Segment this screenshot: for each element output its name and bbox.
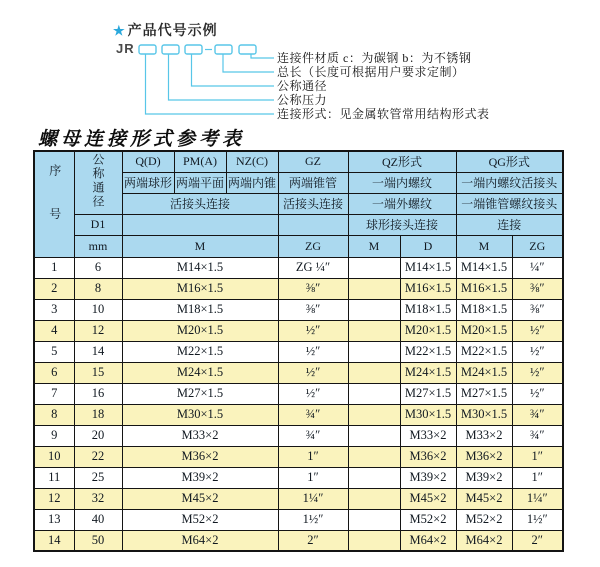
leader-line-1 <box>146 54 275 114</box>
cell-qz-d: M39×2 <box>400 467 456 488</box>
cell-qz-m <box>348 320 400 341</box>
cell-dn: 16 <box>74 383 122 404</box>
header-union-connection: 活接头连接 <box>122 193 278 214</box>
cell-qz-m <box>348 509 400 530</box>
cell-gz-zg: ½″ <box>278 383 348 404</box>
header-gz-connection: 活接头连接 <box>278 193 348 214</box>
header-qz-connection: 球形接头连接 <box>348 214 456 235</box>
cell-qg-m: M18×1.5 <box>456 299 512 320</box>
cell-qg-zg: ⅜″ <box>512 299 563 320</box>
leader-line-3 <box>192 54 275 86</box>
cell-qg-zg: 1″ <box>512 467 563 488</box>
cell-qz-m <box>348 383 400 404</box>
cell-qg-m: M39×2 <box>456 467 512 488</box>
nut-connection-table <box>33 150 564 552</box>
header-col-qz-m: M <box>348 235 400 257</box>
product-code-diagram <box>0 0 600 130</box>
table-body <box>34 257 563 551</box>
table-row <box>34 404 563 425</box>
header-qz: QZ形式 <box>348 151 456 172</box>
cell-qg-m: M24×1.5 <box>456 362 512 383</box>
cell-gz-zg: 1¼″ <box>278 488 348 509</box>
code-box-2 <box>162 45 179 54</box>
star-icon: ★ <box>113 23 126 38</box>
cell-qg-zg: 2″ <box>512 530 563 551</box>
cell-qg-m: M45×2 <box>456 488 512 509</box>
table-row <box>34 257 563 278</box>
cell-seq: 8 <box>34 404 74 425</box>
header-qg-desc1: 一端内螺纹活接头 <box>456 172 563 193</box>
header-dn: 公称通径 <box>74 151 122 214</box>
cell-qg-m: M14×1.5 <box>456 257 512 278</box>
table-row <box>34 467 563 488</box>
cell-qz-m <box>348 257 400 278</box>
cell-seq: 7 <box>34 383 74 404</box>
cell-m: M16×1.5 <box>122 278 278 299</box>
cell-qg-zg: 1¼″ <box>512 488 563 509</box>
table-row <box>34 446 563 467</box>
cell-seq: 14 <box>34 530 74 551</box>
cell-seq: 12 <box>34 488 74 509</box>
cell-dn: 6 <box>74 257 122 278</box>
table-row <box>34 341 563 362</box>
callout-connection-type: 连接形式：见金属软管常用结构形式表 <box>277 107 490 121</box>
table-row <box>34 362 563 383</box>
cell-gz-zg: ⅜″ <box>278 278 348 299</box>
cell-m: M52×2 <box>122 509 278 530</box>
header-gz: GZ <box>278 151 348 172</box>
table-row <box>34 320 563 341</box>
header-qz-desc1: 一端内螺纹 <box>348 172 456 193</box>
cell-dn: 20 <box>74 425 122 446</box>
code-box-5 <box>239 45 256 54</box>
header-gz-desc: 两端锥管 <box>278 172 348 193</box>
cell-seq: 4 <box>34 320 74 341</box>
header-col-m: M <box>122 235 278 257</box>
cell-qz-d: M27×1.5 <box>400 383 456 404</box>
cell-m: M20×1.5 <box>122 320 278 341</box>
cell-qg-zg: ⅜″ <box>512 278 563 299</box>
cell-dn: 8 <box>74 278 122 299</box>
header-qg-desc2: 一端锥管螺纹接头 <box>456 193 563 214</box>
product-code-prefix: JR <box>116 41 135 56</box>
cell-qg-zg: ½″ <box>512 341 563 362</box>
cell-qg-zg: 1½″ <box>512 509 563 530</box>
cell-qg-zg: 1″ <box>512 446 563 467</box>
cell-qz-m <box>348 425 400 446</box>
table-row <box>34 299 563 320</box>
header-col-qg-m: M <box>456 235 512 257</box>
table-row <box>34 425 563 446</box>
cell-dn: 14 <box>74 341 122 362</box>
cell-m: M45×2 <box>122 488 278 509</box>
cell-gz-zg: 2″ <box>278 530 348 551</box>
cell-qz-d: M20×1.5 <box>400 320 456 341</box>
cell-m: M14×1.5 <box>122 257 278 278</box>
cell-dn: 40 <box>74 509 122 530</box>
callout-total-length: 总长（长度可根据用户要求定制） <box>277 65 465 79</box>
cell-m: M36×2 <box>122 446 278 467</box>
table-row <box>34 509 563 530</box>
header-qg-connection: 连接 <box>456 214 563 235</box>
cell-m: M24×1.5 <box>122 362 278 383</box>
leader-line-2 <box>169 54 275 100</box>
diagram-title-text: 产品代号示例 <box>127 22 218 38</box>
cell-qz-m <box>348 446 400 467</box>
header-qz-desc2: 一端外螺纹 <box>348 193 456 214</box>
cell-qz-m <box>348 299 400 320</box>
table-row <box>34 530 563 551</box>
cell-qg-zg: ½″ <box>512 320 563 341</box>
cell-qz-d: M52×2 <box>400 509 456 530</box>
cell-qz-d: M64×2 <box>400 530 456 551</box>
cell-qz-d: M33×2 <box>400 425 456 446</box>
cell-m: M30×1.5 <box>122 404 278 425</box>
cell-qz-m <box>348 488 400 509</box>
header-col-qz-d: D <box>400 235 456 257</box>
cell-m: M27×1.5 <box>122 383 278 404</box>
cell-dn: 18 <box>74 404 122 425</box>
header-unit-mm: mm <box>74 235 122 257</box>
cell-qz-d: M30×1.5 <box>400 404 456 425</box>
cell-qz-d: M22×1.5 <box>400 341 456 362</box>
cell-gz-zg: 1″ <box>278 467 348 488</box>
cell-gz-zg: ⅜″ <box>278 299 348 320</box>
cell-seq: 6 <box>34 362 74 383</box>
cell-gz-zg: ZG ¼″ <box>278 257 348 278</box>
cell-qg-m: M64×2 <box>456 530 512 551</box>
cell-dn: 50 <box>74 530 122 551</box>
header-col-zg: ZG <box>278 235 348 257</box>
cell-qg-m: M22×1.5 <box>456 341 512 362</box>
cell-qg-zg: ½″ <box>512 383 563 404</box>
cell-qz-m <box>348 278 400 299</box>
header-q: Q(D) <box>122 151 174 172</box>
cell-m: M22×1.5 <box>122 341 278 362</box>
cell-qg-m: M16×1.5 <box>456 278 512 299</box>
header-q-desc: 两端球形 <box>122 172 174 193</box>
cell-qz-m <box>348 467 400 488</box>
table-title: 螺母连接形式参考表 <box>38 128 246 150</box>
cell-qz-d: M14×1.5 <box>400 257 456 278</box>
cell-gz-zg: ½″ <box>278 362 348 383</box>
header-pm: PM(A) <box>174 151 226 172</box>
header-blank-left <box>122 214 278 235</box>
cell-qg-m: M52×2 <box>456 509 512 530</box>
cell-gz-zg: 1″ <box>278 446 348 467</box>
cell-qz-d: M18×1.5 <box>400 299 456 320</box>
cell-qz-d: M36×2 <box>400 446 456 467</box>
header-seq: 序号 <box>34 151 74 257</box>
callout-nominal-diameter: 公称通径 <box>277 79 328 93</box>
leader-line-4 <box>223 54 274 72</box>
table-header <box>34 151 563 257</box>
cell-qg-m: M33×2 <box>456 425 512 446</box>
cell-gz-zg: 1½″ <box>278 509 348 530</box>
table-row <box>34 278 563 299</box>
code-box-1 <box>139 45 156 54</box>
cell-qg-m: M36×2 <box>456 446 512 467</box>
cell-qg-zg: ¾″ <box>512 425 563 446</box>
header-blank-gz <box>278 214 348 235</box>
header-col-qg-zg: ZG <box>512 235 563 257</box>
cell-dn: 32 <box>74 488 122 509</box>
header-nz-desc: 两端内锥 <box>226 172 278 193</box>
table-row <box>34 488 563 509</box>
cell-qz-m <box>348 362 400 383</box>
cell-seq: 3 <box>34 299 74 320</box>
header-nz: NZ(C) <box>226 151 278 172</box>
cell-gz-zg: ¾″ <box>278 425 348 446</box>
header-d1: D1 <box>74 214 122 235</box>
cell-qg-zg: ¾″ <box>512 404 563 425</box>
cell-qz-m <box>348 530 400 551</box>
cell-m: M64×2 <box>122 530 278 551</box>
code-box-3 <box>185 45 202 54</box>
cell-qz-d: M16×1.5 <box>400 278 456 299</box>
cell-m: M33×2 <box>122 425 278 446</box>
cell-m: M39×2 <box>122 467 278 488</box>
cell-qg-m: M20×1.5 <box>456 320 512 341</box>
callout-nominal-pressure: 公称压力 <box>277 93 328 107</box>
header-pm-desc: 两端平面 <box>174 172 226 193</box>
cell-m: M18×1.5 <box>122 299 278 320</box>
diagram-title <box>113 20 218 40</box>
cell-seq: 2 <box>34 278 74 299</box>
cell-seq: 1 <box>34 257 74 278</box>
header-qg: QG形式 <box>456 151 563 172</box>
table-row <box>34 383 563 404</box>
cell-gz-zg: ½″ <box>278 341 348 362</box>
cell-dn: 22 <box>74 446 122 467</box>
cell-qg-m: M30×1.5 <box>456 404 512 425</box>
cell-qz-d: M45×2 <box>400 488 456 509</box>
cell-qg-m: M27×1.5 <box>456 383 512 404</box>
cell-qz-m <box>348 404 400 425</box>
cell-gz-zg: ¾″ <box>278 404 348 425</box>
cell-qz-d: M24×1.5 <box>400 362 456 383</box>
cell-dn: 15 <box>74 362 122 383</box>
cell-seq: 5 <box>34 341 74 362</box>
callout-material: 连接件材质 c：为碳钢 b：为不锈钢 <box>277 51 472 65</box>
cell-seq: 9 <box>34 425 74 446</box>
cell-qz-m <box>348 341 400 362</box>
cell-qg-zg: ¼″ <box>512 257 563 278</box>
cell-seq: 13 <box>34 509 74 530</box>
cell-seq: 10 <box>34 446 74 467</box>
cell-dn: 12 <box>74 320 122 341</box>
cell-qg-zg: ½″ <box>512 362 563 383</box>
cell-seq: 11 <box>34 467 74 488</box>
cell-gz-zg: ½″ <box>278 320 348 341</box>
code-box-4 <box>215 45 232 54</box>
cell-dn: 25 <box>74 467 122 488</box>
cell-dn: 10 <box>74 299 122 320</box>
